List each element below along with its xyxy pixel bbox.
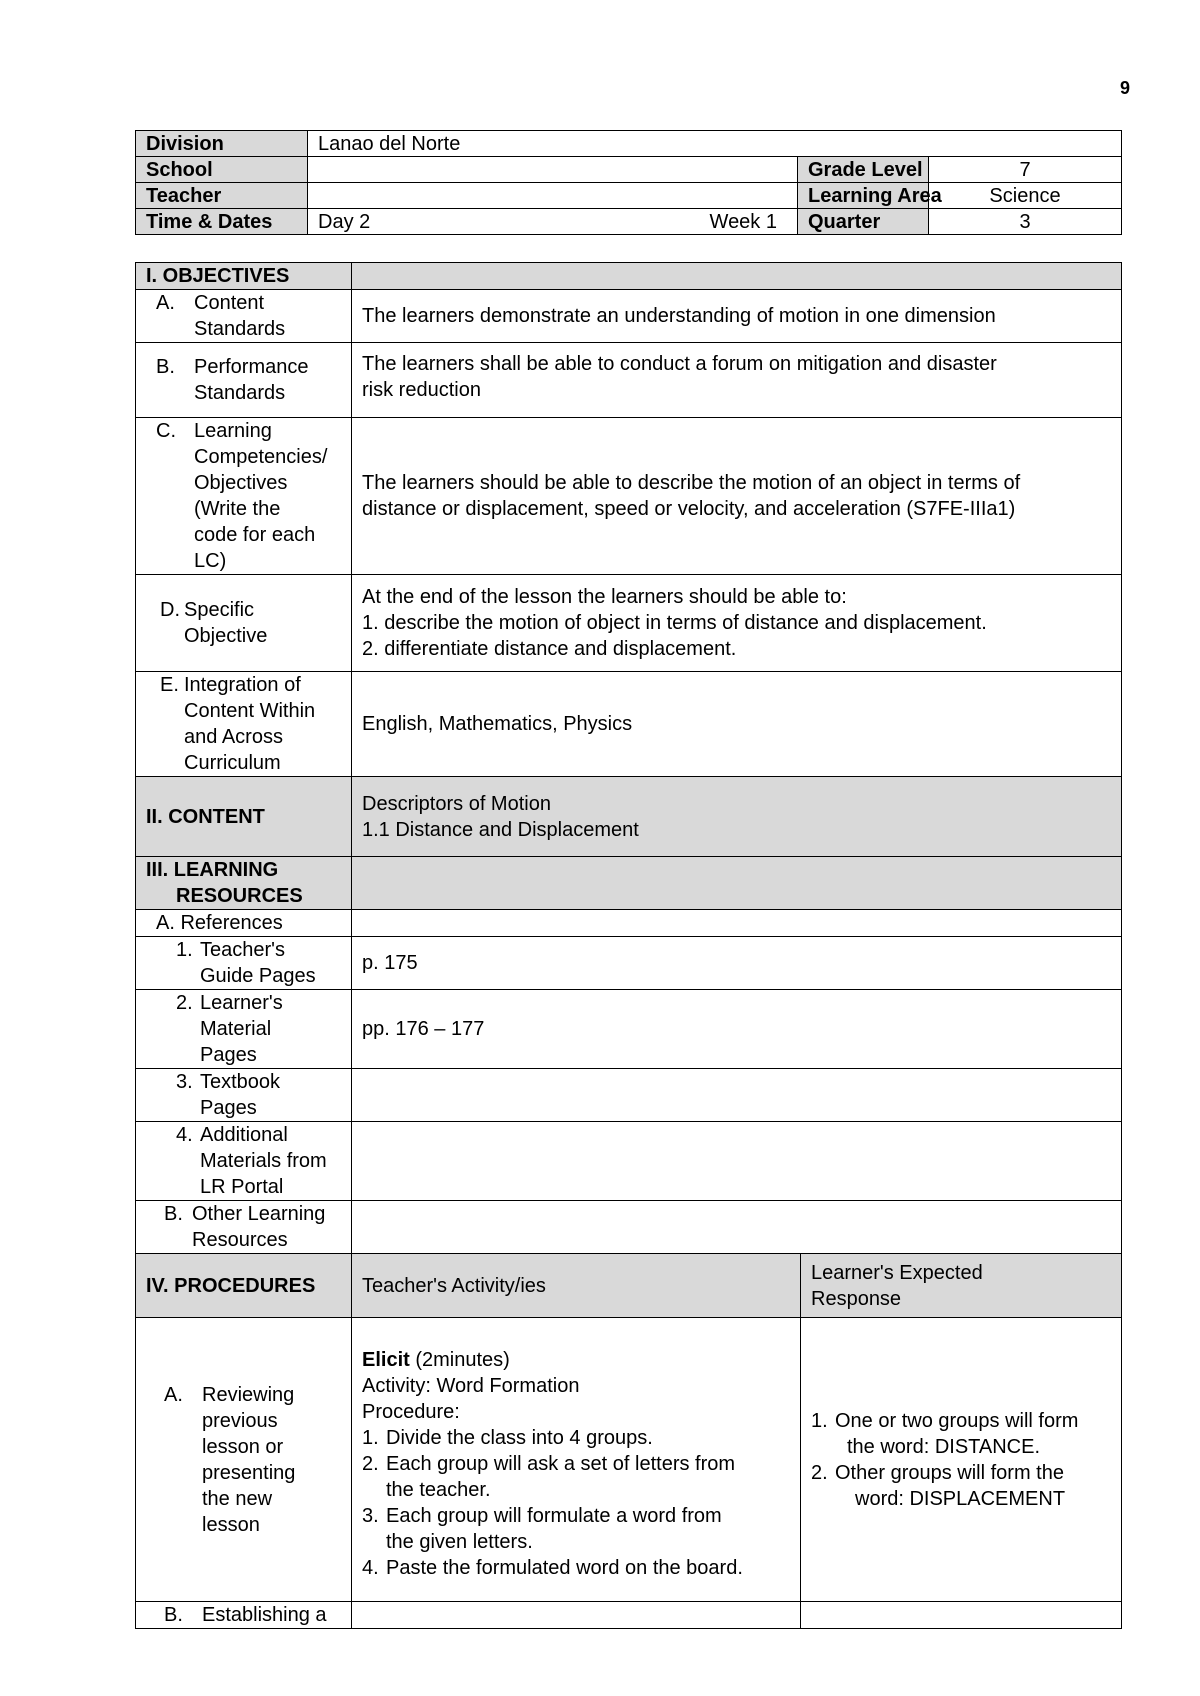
procedure-step: 1. Divide the class into 4 groups.	[362, 1426, 653, 1449]
references-label: A. References	[136, 910, 352, 937]
learner-response-heading: Learner's Expected Response	[801, 1254, 1122, 1318]
other-resources-value	[352, 1201, 1122, 1254]
specific-objective-label: D. Specific Objective	[136, 575, 352, 672]
objectives-heading: I. OBJECTIVES	[136, 263, 352, 290]
teacher-guide-value: p. 175	[352, 937, 1122, 990]
integration-value: English, Mathematics, Physics	[352, 672, 1122, 777]
learning-competencies-label: C. Learning Competencies/ Objectives (Write the code for each LC)	[136, 418, 352, 575]
additional-materials-value	[352, 1122, 1122, 1201]
quarter-label: Quarter	[798, 209, 929, 235]
content-standards-value: The learners demonstrate an understanding of motion in one dimension	[352, 290, 1122, 343]
textbook-label: 3. Textbook Pages	[136, 1069, 352, 1122]
procedure-step: 3. Each group will formulate a word from the given letters.	[362, 1504, 722, 1553]
teacher-guide-label: 1. Teacher's Guide Pages	[136, 937, 352, 990]
header-table	[135, 130, 1122, 235]
school-value	[308, 157, 798, 183]
additional-materials-label: 4. Additional Materials from LR Portal	[136, 1122, 352, 1201]
division-label: Division	[136, 131, 308, 157]
content-heading: II. CONTENT	[136, 777, 352, 857]
learning-resources-heading-blank	[352, 857, 1122, 910]
week-value: Week 1	[709, 210, 777, 233]
quarter-value: 3	[929, 209, 1122, 235]
learning-resources-heading: III. LEARNING RESOURCES	[136, 857, 352, 910]
learner-material-label: 2. Learner's Material Pages	[136, 990, 352, 1069]
learning-area-label: Learning Area	[798, 183, 929, 209]
day-value: Day 2	[318, 210, 371, 233]
time-dates-value	[308, 209, 798, 235]
specific-objective-item: 2. differentiate distance and displacement.	[362, 638, 737, 660]
grade-level-value: 7	[929, 157, 1122, 183]
establishing-purpose-teacher	[352, 1602, 801, 1629]
establishing-purpose-label: B. Establishing a	[136, 1602, 352, 1629]
specific-objective-value: At the end of the lesson the learners should be able to: 1. describe the motion of object in terms of distance and displacement. 2. differentiate distance and displacement.	[352, 575, 1122, 672]
learning-area-value: Science	[929, 183, 1122, 209]
content-standards-label: A. Content Standards	[136, 290, 352, 343]
grade-level-label: Grade Level	[798, 157, 929, 183]
procedure-step: 4. Paste the formulated word on the board.	[362, 1556, 743, 1579]
other-resources-label: B. Other Learning Resources	[136, 1201, 352, 1254]
lesson-plan-table	[135, 262, 1122, 1629]
performance-standards-label: B. Performance Standards	[136, 343, 352, 418]
expected-response-item: 1. One or two groups will form the word: DISTANCE.	[811, 1409, 1079, 1458]
page-number: 9	[1120, 78, 1131, 98]
learning-competencies-value: The learners should be able to describe the motion of an object in terms of distance or displacement, speed or velocity, and acceleration (S7FE-IIIa1)	[352, 418, 1122, 575]
expected-responses	[801, 1318, 1122, 1602]
procedures-heading: IV. PROCEDURES	[136, 1254, 352, 1318]
expected-response-item: 2. Other groups will form the word: DISPLACEMENT	[811, 1461, 1066, 1510]
performance-standards-value: The learners shall be able to conduct a forum on mitigation and disaster risk reduction	[352, 343, 1122, 418]
teacher-label: Teacher	[136, 183, 308, 209]
reviewing-lesson-label: A. Reviewing previous lesson or presenting the new lesson	[136, 1318, 352, 1602]
division-value: Lanao del Norte	[308, 131, 1122, 157]
objectives-heading-blank	[352, 263, 1122, 290]
references-value	[352, 910, 1122, 937]
procedure-step: 2. Each group will ask a set of letters from the teacher.	[362, 1452, 736, 1501]
teacher-activity-heading: Teacher's Activity/ies	[352, 1254, 801, 1318]
content-value: Descriptors of Motion 1.1 Distance and Displacement	[352, 777, 1122, 857]
specific-objective-item: 1. describe the motion of object in terms of distance and displacement.	[362, 612, 987, 634]
elicit-activity: Elicit (2minutes) Activity: Word Formation Procedure: 1. Divide the class into 4 groups. 2. Each group will ask a set of letters from the teacher. 3. Each group will formulate a word from the given letters. 4. Paste the formulated word on the board.	[352, 1318, 801, 1602]
teacher-value	[308, 183, 798, 209]
elicit-title: Elicit	[362, 1348, 410, 1371]
school-label: School	[136, 157, 308, 183]
integration-label: E. Integration of Content Within and Across Curriculum	[136, 672, 352, 777]
establishing-purpose-learner	[801, 1602, 1122, 1629]
time-dates-label: Time & Dates	[136, 209, 308, 235]
learner-material-value: pp. 176 – 177	[352, 990, 1122, 1069]
textbook-value	[352, 1069, 1122, 1122]
